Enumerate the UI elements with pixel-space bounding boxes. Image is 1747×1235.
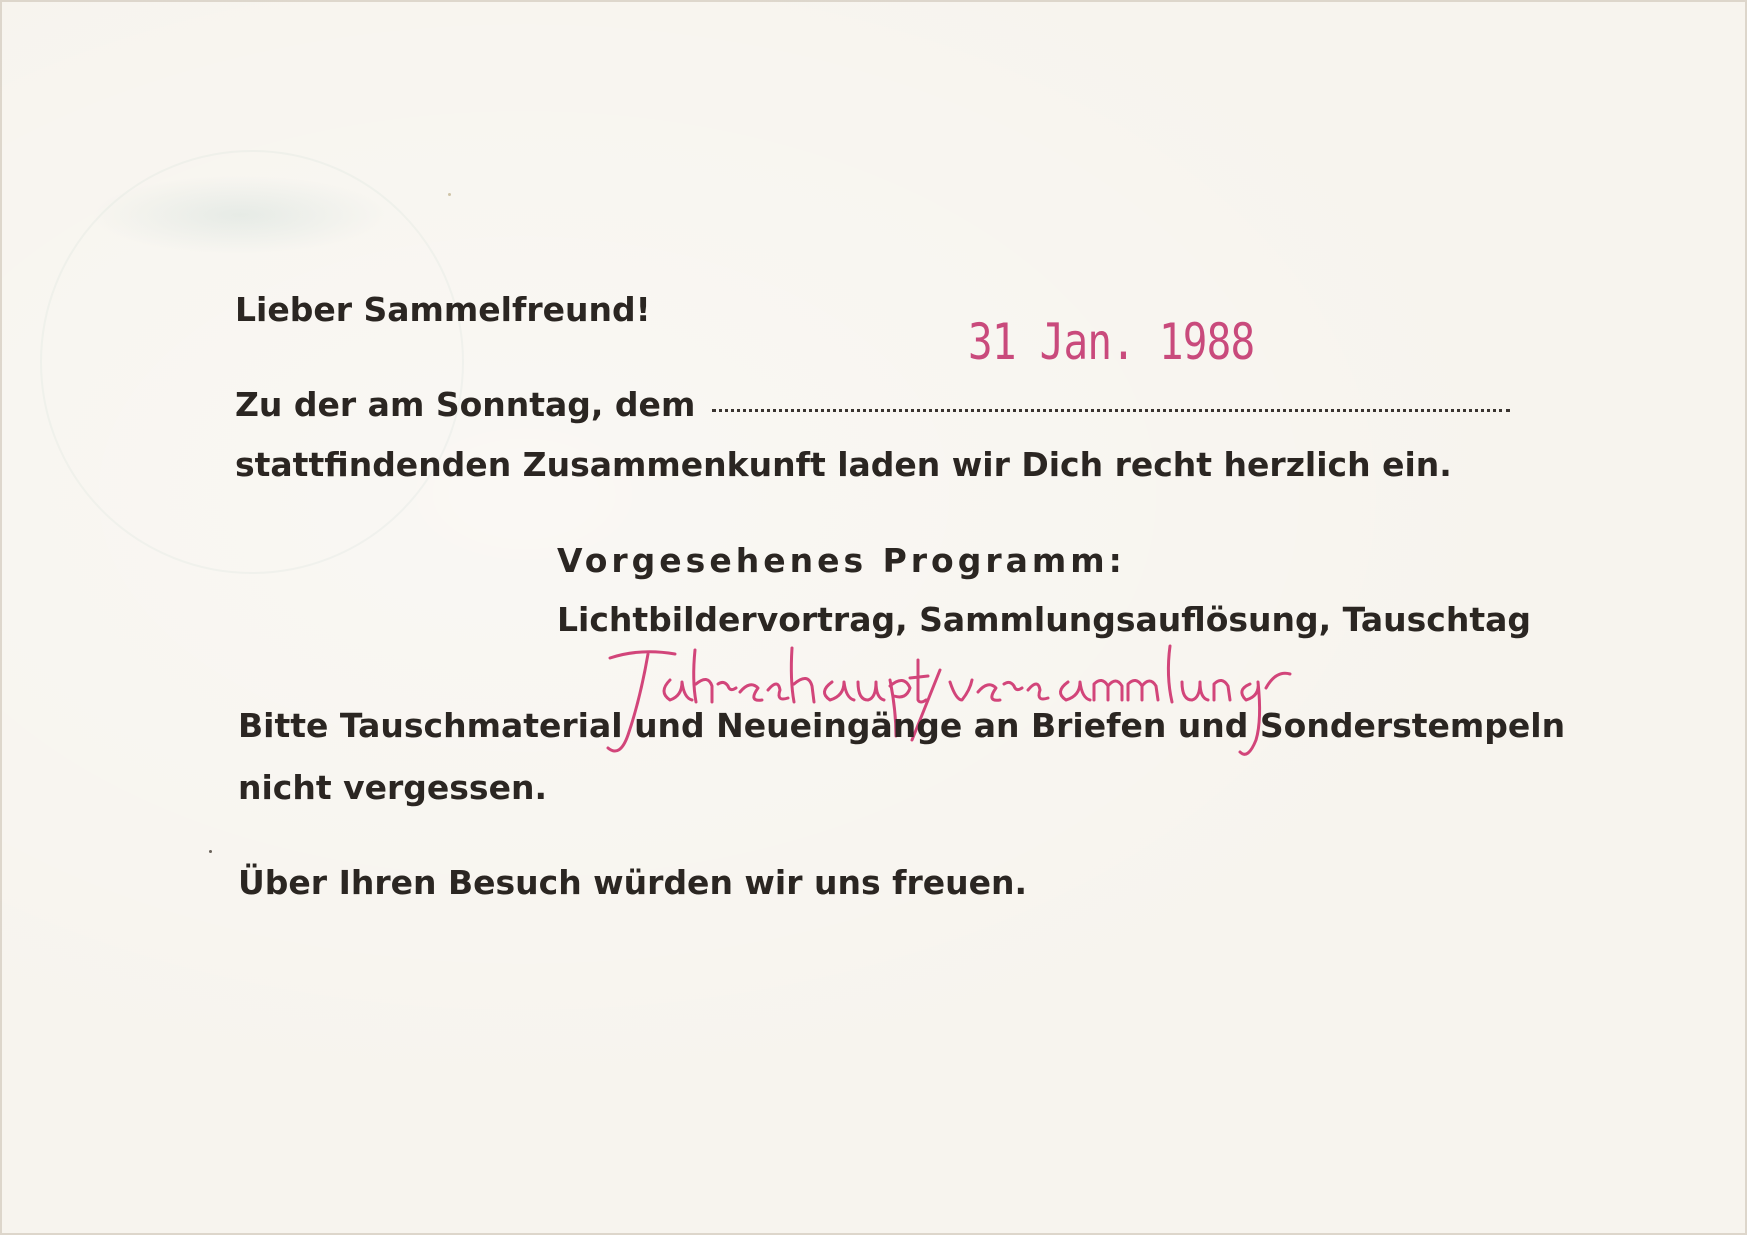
paper-speck <box>448 193 451 196</box>
greeting: Lieber Sammelfreund! <box>235 290 651 329</box>
reminder-line-2: nicht vergessen. <box>238 768 547 807</box>
faint-postmark-smudge <box>90 175 390 255</box>
reminder-line-1: Bitte Tauschmaterial und Neueingänge an Briefen und Sonderstempeln <box>238 706 1566 745</box>
date-fill-in-dotted-line <box>712 409 1510 412</box>
invitation-line-2: stattfindenden Zusammenkunft laden wir Dich recht herzlich ein. <box>235 445 1452 484</box>
closing-line: Über Ihren Besuch würden wir uns freuen. <box>238 863 1028 902</box>
invitation-line-1: Zu der am Sonntag, dem <box>235 385 696 424</box>
paper-speck <box>209 850 212 853</box>
program-title: Vorgesehenes Programm: <box>557 541 1126 580</box>
program-items: Lichtbildervortrag, Sammlungsauflösung, Tauschtag <box>557 600 1532 639</box>
date-stamp: 31 Jan. 1988 <box>968 313 1255 371</box>
handwritten-note-jahreshauptversammlung <box>600 640 1430 770</box>
